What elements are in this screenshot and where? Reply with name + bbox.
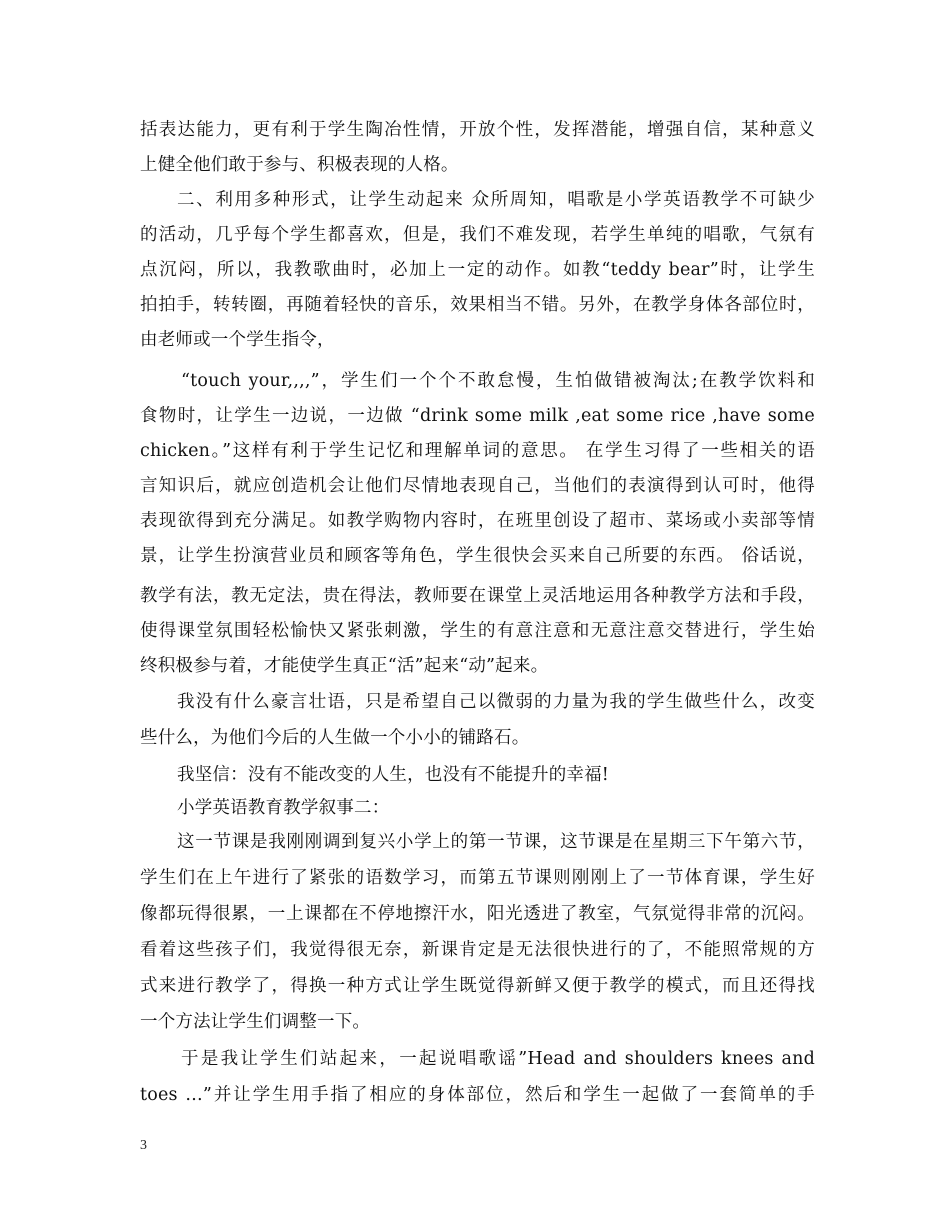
text-line: 看着这些孩子们，我觉得很无奈，新课肯定是无法很快进行的了，不能照常规的方 bbox=[140, 940, 815, 960]
text-line: 终积极参与着，才能使学生真正“活”起来“动”起来。 bbox=[140, 656, 549, 676]
text-line: 拍拍手，转转圈，再随着轻快的音乐，效果相当不错。另外，在教学身体各部位时， bbox=[140, 295, 815, 315]
section-heading: 小学英语教育教学叙事二： bbox=[177, 798, 390, 818]
text-line: chicken。”这样有利于学生记忆和理解单词的意思。 在学生习得了一些相关的语 bbox=[140, 441, 815, 461]
text-line: 由老师或一个学生指令， bbox=[140, 330, 335, 350]
text-line: “touch your,,,,”，学生们一个个不敢怠慢，生怕做错被淘汰;在教学饮料和 bbox=[181, 371, 815, 391]
text-line: 式来进行教学了，得换一种方式让学生既觉得新鲜又便于教学的模式，而且还得找 bbox=[140, 976, 815, 996]
text-line: 这一节课是我刚刚调到复兴小学上的第一节课，这节课是在星期三下午第六节， bbox=[177, 832, 815, 852]
page-number: 3 bbox=[140, 1138, 147, 1153]
text-line: 点沉闷，所以，我教歌曲时，必加上一定的动作。如教“teddy bear”时，让学生 bbox=[140, 260, 815, 280]
text-line: 括表达能力，更有利于学生陶冶性情，开放个性，发挥潜能，增强自信，某种意义 bbox=[140, 120, 815, 140]
text-line: 景，让学生扮演营业员和顾客等角色，学生很快会买来自己所要的东西。 俗话说， bbox=[140, 546, 815, 566]
text-line: toes …”并让学生用手指了相应的身体部位，然后和学生一起做了一套简单的手 bbox=[140, 1085, 815, 1105]
text-line: 食物时，让学生一边说，一边做 “drink some milk ,eat some rice ,have some bbox=[140, 406, 815, 426]
text-line: 使得课堂氛围轻松愉快又紧张刺激，学生的有意注意和无意注意交替进行，学生始 bbox=[140, 621, 815, 641]
text-line: 像都玩得很累，一上课都在不停地擦汗水，阳光透进了教室，气氛觉得非常的沉闷。 bbox=[140, 904, 815, 924]
text-line: 学生们在上午进行了紧张的语数学习，而第五节课则刚刚上了一节体育课，学生好 bbox=[140, 868, 815, 888]
text-line: 言知识后，就应创造机会让他们尽情地表现自己，当他们的表演得到认可时，他得 bbox=[140, 476, 815, 496]
text-line: 一个方法让学生们调整一下。 bbox=[140, 1012, 371, 1032]
text-line: 表现欲得到充分满足。如教学购物内容时，在班里创设了超市、菜场或小卖部等情 bbox=[140, 511, 815, 531]
text-line: 我没有什么豪言壮语，只是希望自己以微弱的力量为我的学生做些什么，改变 bbox=[177, 692, 815, 712]
text-line: 我坚信：没有不能改变的人生，也没有不能提升的幸福! bbox=[177, 765, 610, 785]
text-line: 二、利用多种形式，让学生动起来 众所周知，唱歌是小学英语教学不可缺少 bbox=[177, 190, 815, 210]
text-line: 于是我让学生们站起来，一起说唱歌谣”Head and shoulders knees and bbox=[181, 1049, 815, 1069]
text-line: 上健全他们敢于参与、积极表现的人格。 bbox=[140, 155, 459, 175]
text-line: 些什么，为他们今后的人生做一个小小的铺路石。 bbox=[140, 728, 530, 748]
text-line: 的活动，几乎每个学生都喜欢，但是，我们不难发现，若学生单纯的唱歌，气氛有 bbox=[140, 225, 815, 245]
text-line: 教学有法，教无定法，贵在得法，教师要在课堂上灵活地运用各种教学方法和手段， bbox=[140, 586, 815, 606]
